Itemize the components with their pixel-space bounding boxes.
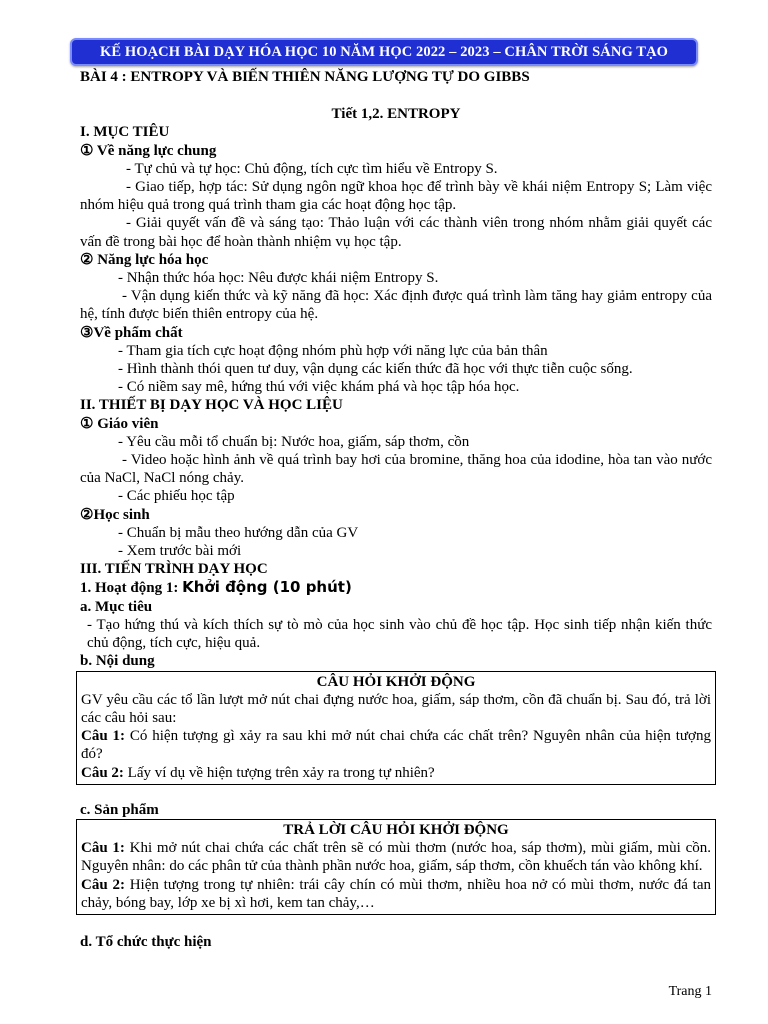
subsection-heading: b. Nội dung (80, 653, 155, 670)
activity-heading (80, 578, 712, 597)
list-item: - Tự chủ và tự học: Chủ động, tích cực tìm hiểu về Entropy S. (126, 160, 498, 177)
question-item (81, 727, 711, 763)
activity-prefix: 1. Hoạt động 1: (80, 580, 183, 597)
list-item: - Chuẩn bị mẫu theo hướng dẫn của GV (118, 524, 359, 541)
section-heading: II. THIẾT BỊ DẠY HỌC VÀ HỌC LIỆU (80, 397, 343, 414)
question-item (81, 764, 711, 782)
lesson-title: BÀI 4 : ENTROPY VÀ BIẾN THIÊN NĂNG LƯỢNG TỰ DO GIBBS (80, 69, 530, 85)
question-box (76, 671, 716, 785)
subsection-heading: ① Về năng lực chung (80, 142, 217, 159)
header-banner: KẾ HOẠCH BÀI DẠY HÓA HỌC 10 NĂM HỌC 2022 – 2023 – CHÂN TRỜI SÁNG TẠO (70, 38, 698, 66)
activity-name: Khởi động (10 phút) (182, 578, 352, 597)
box-title: CÂU HỎI KHỞI ĐỘNG (316, 673, 476, 690)
box-title: TRẢ LỜI CÂU HỎI KHỞI ĐỘNG (283, 821, 509, 838)
subsection-heading: ② Năng lực hóa học (80, 251, 209, 268)
list-item: - Vận dụng kiến thức và kỹ năng đã học: Xác định được quá trình làm tăng hay giảm entropy của hệ, tính được biến thiên entropy của hệ. (80, 288, 712, 323)
section-heading: III. TIẾN TRÌNH DẠY HỌC (80, 561, 268, 578)
answer-label: Câu 1: (81, 840, 125, 857)
subsection-heading: d. Tổ chức thực hiện (80, 933, 212, 950)
answer-item (81, 876, 711, 912)
page-number: Trang 1 (668, 984, 712, 999)
lesson-period: Tiết 1,2. ENTROPY (331, 106, 461, 123)
list-item: - Xem trước bài mới (118, 543, 242, 560)
list-item: - Có niềm say mê, hứng thú với việc khám phá và học tập hóa học. (118, 379, 520, 396)
subsection-heading: ① Giáo viên (80, 415, 159, 432)
answer-text: Hiện tượng trong tự nhiên: trái cây chín có mùi thơm, nhiều hoa nở có mùi thơm, nước đá tan chảy, bóng bay, lớp xe bị xì hơi, kem tan chảy,… (81, 876, 712, 911)
question-text: Lấy ví dụ về hiện tượng trên xảy ra trong tự nhiên? (123, 764, 435, 781)
subsection-heading: a. Mục tiêu (80, 598, 153, 615)
subsection-heading: ②Học sinh (80, 506, 150, 523)
list-item: - Giải quyết vấn đề và sáng tạo: Thảo luận với các thành viên trong nhóm nhằm giải quyết các vấn đề trong bài học để hoàn thành nhiệm vụ học tập. (80, 215, 712, 250)
answer-item (81, 839, 711, 875)
question-label: Câu 1: (81, 728, 126, 745)
list-item: - Hình thành thói quen tư duy, vận dụng các kiến thức đã học với thực tiễn cuộc sống. (118, 361, 633, 378)
subsection-heading: c. Sản phẩm (80, 801, 159, 818)
answer-box (76, 819, 716, 915)
list-item: - Tham gia tích cực hoạt động nhóm phù hợp với năng lực của bản thân (118, 342, 548, 359)
answer-label: Câu 2: (81, 876, 125, 893)
paragraph: - Tạo hứng thú và kích thích sự tò mò của học sinh vào chủ đề học tập. Học sinh tiếp nhận kiến thức chủ động, tích cực, hiệu quả. (87, 616, 712, 652)
subsection-heading: ③Về phẩm chất (80, 324, 183, 341)
document-body (80, 68, 712, 951)
list-item: - Yêu cầu mỗi tổ chuẩn bị: Nước hoa, giấm, sáp thơm, cồn (118, 433, 470, 450)
list-item: - Nhận thức hóa học: Nêu được khái niệm Entropy S. (118, 270, 439, 287)
list-item: - Các phiếu học tập (118, 488, 235, 505)
section-heading: I. MỤC TIÊU (80, 124, 170, 141)
list-item: - Video hoặc hình ảnh về quá trình bay hơi của bromine, thăng hoa của idodine, hòa tan vào nước của NaCl, NaCl nóng chảy. (80, 452, 712, 487)
answer-text: Khi mở nút chai chứa các chất trên sẽ có mùi thơm (nước hoa, sáp thơm), mùi giấm, mùi cồn. Nguyên nhân: do các phân tử của thành phần nước hoa, giấm, sáp thơm, cồn khuếch tán vào không khí. (81, 840, 711, 875)
question-text: Có hiện tượng gì xảy ra sau khi mở nút chai chứa các chất trên? Nguyên nhân của hiện tượng đó? (81, 728, 711, 763)
question-label: Câu 2: (81, 764, 124, 781)
box-intro: GV yêu cầu các tổ lần lượt mở nút chai đựng nước hoa, giấm, sáp thơm, cồn đã chuẩn bị. Sau đó, trả lời các câu hỏi sau: (81, 691, 711, 726)
list-item: - Giao tiếp, hợp tác: Sử dụng ngôn ngữ khoa học để trình bày về khái niệm Entropy S; Làm việc nhóm hiệu quả trong quá trình tham gia các hoạt động học tập. (80, 179, 712, 214)
